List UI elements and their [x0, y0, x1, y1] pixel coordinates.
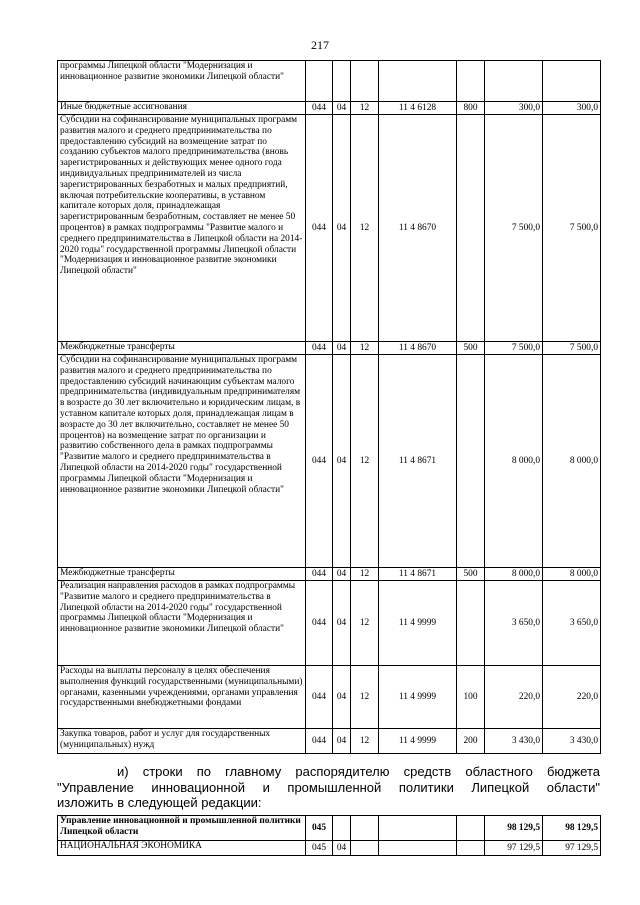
row-ministry-code: 044: [306, 115, 333, 342]
row-amount-2: 8 000,0: [543, 568, 601, 581]
row-subsection-code: 12: [351, 115, 379, 342]
row-description: Управление инновационной и промышленной политики Липецкой области: [58, 816, 306, 841]
paragraph-line-2: "Управление инновационной и промышленной политики Липецкой области": [57, 779, 600, 795]
row-section-code: [333, 61, 351, 102]
row-section-code: 04: [333, 666, 351, 729]
row-section-code: 04: [333, 568, 351, 581]
row-amount-2: 220,0: [543, 666, 601, 729]
row-subsection-code: [351, 816, 379, 841]
row-target-article: 11 4 9999: [379, 581, 457, 666]
row-section-code: [333, 816, 351, 841]
table-row: [58, 841, 601, 856]
row-amount-2: 98 129,5: [543, 816, 601, 841]
row-subsection-code: 12: [351, 581, 379, 666]
row-description: Расходы на выплаты персоналу в целях обеспечения выполнения функций государственными (муниципальными) органами, казенными учреждениями, органами управления государственными внебюджетными фондами: [58, 666, 306, 729]
row-expense-type: 500: [457, 568, 485, 581]
row-amount-2: [543, 61, 601, 102]
row-description: программы Липецкой области "Модернизация и инновационное развитие экономики Липецкой области": [58, 61, 306, 102]
row-description: НАЦИОНАЛЬНАЯ ЭКОНОМИКА: [58, 841, 306, 856]
row-ministry-code: 044: [306, 342, 333, 355]
row-target-article: 11 4 9999: [379, 666, 457, 729]
row-target-article: [379, 841, 457, 856]
row-ministry-code: 044: [306, 666, 333, 729]
row-description: Межбюджетные трансферты: [58, 342, 306, 355]
row-target-article: [379, 816, 457, 841]
row-section-code: 04: [333, 841, 351, 856]
row-target-article: 11 4 8671: [379, 568, 457, 581]
budget-table-continued: [57, 60, 601, 754]
row-subsection-code: 12: [351, 729, 379, 754]
row-amount-1: [485, 61, 543, 102]
row-ministry-code: 044: [306, 581, 333, 666]
row-target-article: 11 4 6128: [379, 102, 457, 115]
row-ministry-code: 044: [306, 729, 333, 754]
page-number: 217: [311, 38, 329, 52]
table-row: [58, 355, 601, 568]
table-row: [58, 816, 601, 841]
table-row: [58, 729, 601, 754]
row-expense-type: 200: [457, 729, 485, 754]
row-amount-2: 8 000,0: [543, 355, 601, 568]
row-ministry-code: 044: [306, 568, 333, 581]
row-amount-1: 7 500,0: [485, 342, 543, 355]
row-subsection-code: 12: [351, 342, 379, 355]
row-target-article: 11 4 8671: [379, 355, 457, 568]
row-target-article: 11 4 8670: [379, 342, 457, 355]
table-row: [58, 581, 601, 666]
row-ministry-code: 045: [306, 816, 333, 841]
row-amount-1: 220,0: [485, 666, 543, 729]
row-expense-type: 100: [457, 666, 485, 729]
table-row: [58, 115, 601, 342]
row-amount-1: 3 430,0: [485, 729, 543, 754]
row-section-code: 04: [333, 729, 351, 754]
row-amount-2: 7 500,0: [543, 342, 601, 355]
row-description: Субсидии на софинансирование муниципальных программ развития малого и среднего предпринимательства по предоставлению субсидий начинающим субъектам малого предпринимательства (индивидуальным предпринимателям в возрасте до 30 лет включительно и юридическим лицам, в уставном капитале которых доля, принадлежащая лицам в возрасте до 30 лет включительно, составляет не менее 50 процентов) на возмещение затрат по организации и развитию собственного дела в рамках подпрограммы "Развитие малого и среднего предпринимательства в Липецкой области на 2014-2020 годы" государственной программы Липецкой области "Модернизация и инновационное развитие экономики Липецкой области": [58, 355, 306, 568]
row-description: Закупка товаров, работ и услуг для государственных (муниципальных) нужд: [58, 729, 306, 754]
row-amount-2: 7 500,0: [543, 115, 601, 342]
row-expense-type: 500: [457, 342, 485, 355]
row-section-code: 04: [333, 355, 351, 568]
row-ministry-code: 044: [306, 102, 333, 115]
row-section-code: 04: [333, 115, 351, 342]
row-amount-1: 8 000,0: [485, 355, 543, 568]
row-amount-1: 7 500,0: [485, 115, 543, 342]
row-expense-type: [457, 355, 485, 568]
row-subsection-code: 12: [351, 568, 379, 581]
row-amount-1: 97 129,5: [485, 841, 543, 856]
row-subsection-code: 12: [351, 666, 379, 729]
row-amount-1: 8 000,0: [485, 568, 543, 581]
row-expense-type: [457, 816, 485, 841]
row-section-code: 04: [333, 581, 351, 666]
amendment-paragraph: [57, 764, 600, 811]
row-target-article: [379, 61, 457, 102]
row-amount-2: 97 129,5: [543, 841, 601, 856]
row-subsection-code: [351, 841, 379, 856]
row-ministry-code: 044: [306, 355, 333, 568]
row-expense-type: [457, 61, 485, 102]
row-target-article: 11 4 9999: [379, 729, 457, 754]
row-description: Субсидии на софинансирование муниципальных программ развития малого и среднего предпринимательства по предоставлению субсидий на возмещение затрат по созданию субъектов малого предпринимательства (вновь зарегистрированных и действующих менее одного года индивидуальных предпринимателей из числа зарегистрированных безработных и малых предприятий, включая потребительские кооперативы, в уставном капитале которых доля, принадлежащая зарегистрированным безработным, составляет не менее 50 процентов) в рамках подпрограммы "Развитие малого и среднего предпринимательства в Липецкой области на 2014-2020 годы" государственной программы Липецкой области "Модернизация и инновационное развитие экономики Липецкой области": [58, 115, 306, 342]
row-target-article: 11 4 8670: [379, 115, 457, 342]
row-description: Реализация направления расходов в рамках подпрограммы "Развитие малого и среднего предпринимательства в Липецкой области на 2014-2020 годы" государственной программы Липецкой области "Модернизация и инновационное развитие экономики Липецкой области": [58, 581, 306, 666]
row-section-code: 04: [333, 342, 351, 355]
row-amount-1: 300,0: [485, 102, 543, 115]
row-subsection-code: 12: [351, 355, 379, 568]
row-expense-type: [457, 841, 485, 856]
row-section-code: 04: [333, 102, 351, 115]
budget-table-new: [57, 815, 601, 856]
row-expense-type: [457, 115, 485, 342]
row-description: Иные бюджетные ассигнования: [58, 102, 306, 115]
row-subsection-code: [351, 61, 379, 102]
table-row: [58, 61, 601, 102]
row-ministry-code: 045: [306, 841, 333, 856]
row-subsection-code: 12: [351, 102, 379, 115]
row-amount-2: 300,0: [543, 102, 601, 115]
row-expense-type: 800: [457, 102, 485, 115]
row-amount-2: 3 650,0: [543, 581, 601, 666]
paragraph-line-3: изложить в следующей редакции:: [57, 795, 262, 810]
table-row: [58, 666, 601, 729]
row-amount-2: 3 430,0: [543, 729, 601, 754]
row-ministry-code: [306, 61, 333, 102]
row-expense-type: [457, 581, 485, 666]
paragraph-line-1: и) строки по главному распорядителю средств областного бюджета: [117, 764, 600, 779]
row-amount-1: 98 129,5: [485, 816, 543, 841]
row-description: Межбюджетные трансферты: [58, 568, 306, 581]
table-row: [58, 568, 601, 581]
row-amount-1: 3 650,0: [485, 581, 543, 666]
table-row: [58, 102, 601, 115]
table-row: [58, 342, 601, 355]
